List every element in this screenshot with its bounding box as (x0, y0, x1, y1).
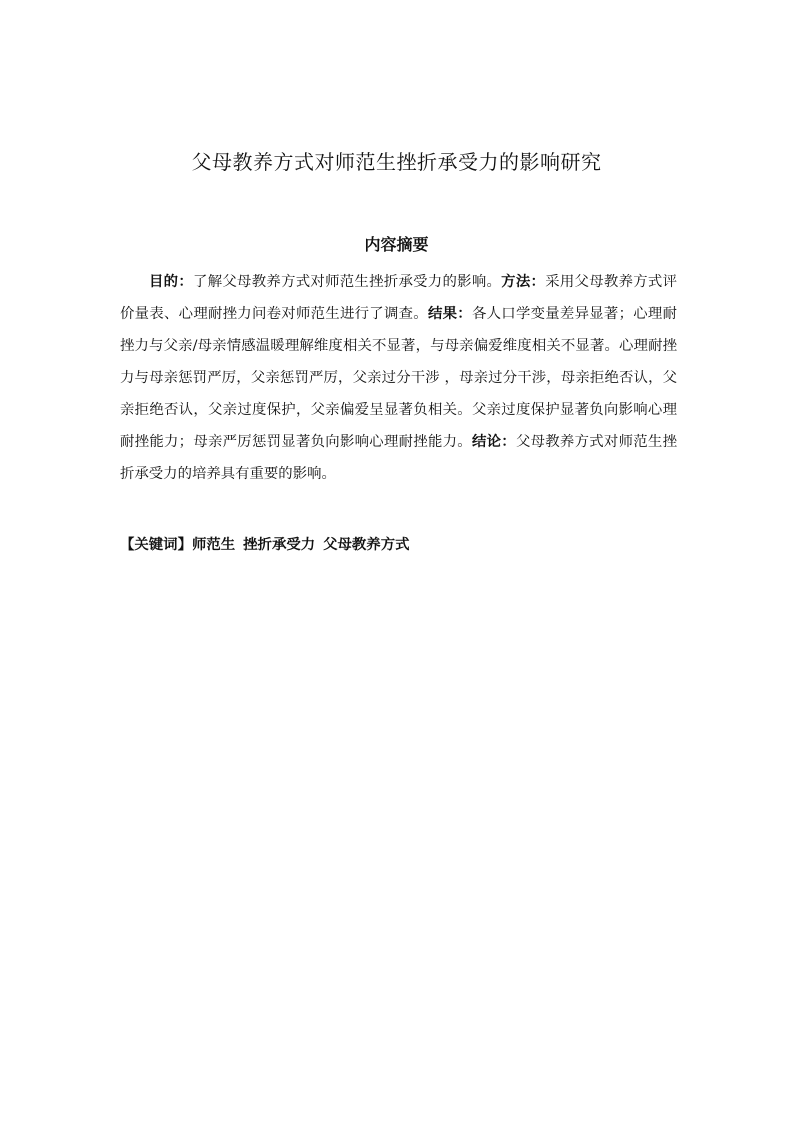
purpose-text: 了解父母教养方式对师范生挫折承受力的影响。 (193, 274, 502, 290)
result-text: 各人口学变量差异显著；心理耐挫力与父亲/母亲情感温暖理解维度相关不显著，与母亲偏爱维度相关不显著。心理耐挫力与母亲惩罚严厉，父亲惩罚严厉，父亲过分干涉 ，母亲过分干涉，母亲拒绝否认，父亲拒绝否认，父亲过度保护，父亲偏爱呈显著负相关。父亲过度保护显著负向影响心理耐挫能力；母亲严厉惩罚显著负向影响心理耐挫能力。 (120, 306, 677, 450)
paper-title: 父母教养方式对师范生挫折承受力的影响研究 (191, 150, 602, 174)
abstract-body (120, 266, 677, 490)
method-text: 采用父母教养方式评价量表、心理耐挫力问卷对师范生进行了调查。 (120, 274, 677, 322)
abstract-heading: 内容摘要 (364, 235, 429, 254)
keywords-label: 【关键词】 (120, 537, 192, 553)
method-label: 方法： (501, 274, 546, 290)
keywords-line (120, 533, 680, 554)
conclusion-text: 父母教养方式对师范生挫折承受力的培养具有重要的影响。 (120, 434, 677, 482)
conclusion-label: 结论： (471, 434, 516, 450)
purpose-label: 目的： (149, 274, 194, 290)
keyword-item: 师范生 (191, 537, 236, 553)
keyword-item: 挫折承受力 (243, 537, 316, 553)
result-label: 结果： (427, 306, 472, 322)
keyword-item: 父母教养方式 (323, 537, 410, 553)
